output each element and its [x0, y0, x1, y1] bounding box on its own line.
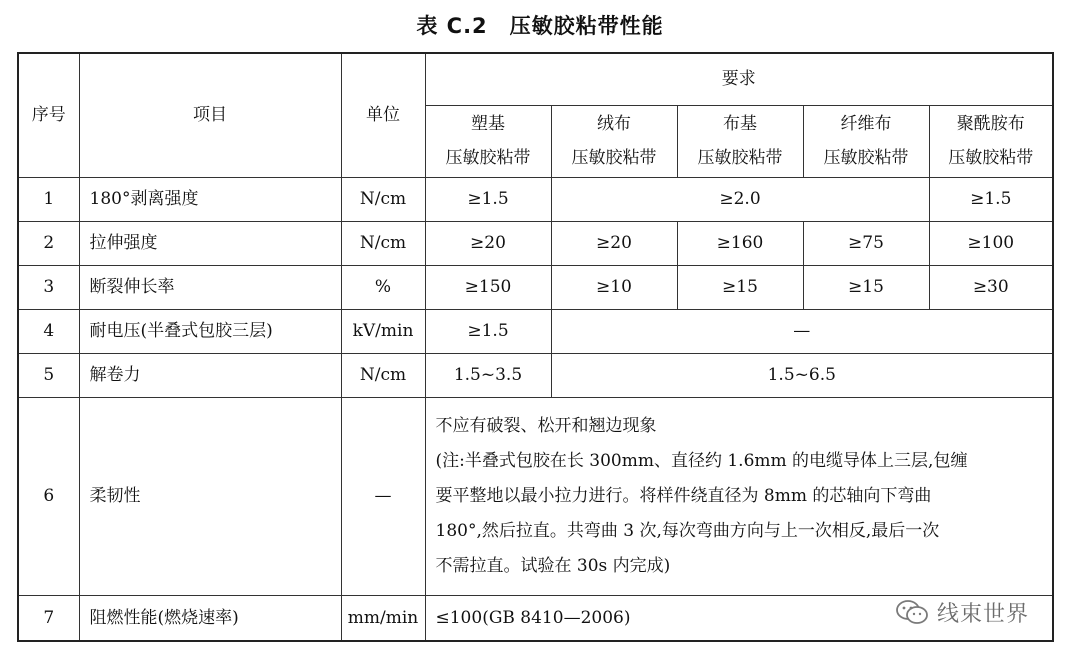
header-type-1: 塑基 压敏胶粘带	[425, 105, 551, 177]
header-type-2: 绒布 压敏胶粘带	[551, 105, 677, 177]
row-no: 2	[18, 221, 79, 265]
row-value: ≥75	[803, 221, 929, 265]
row-item: 拉伸强度	[79, 221, 341, 265]
row-item: 耐电压(半叠式包胶三层)	[79, 309, 341, 353]
description-line: 要平整地以最小拉力进行。将样件绕直径为 8mm 的芯轴向下弯曲	[435, 485, 932, 506]
row-value: ≤100(GB 8410—2006)	[425, 595, 1053, 641]
table-row	[18, 221, 1053, 265]
row-no: 5	[18, 353, 79, 397]
watermark-text: 线束世界	[937, 601, 1030, 627]
row-value: ≥30	[929, 265, 1053, 309]
header-row	[18, 53, 1053, 105]
row-unit: mm/min	[341, 595, 425, 641]
header-no: 序号	[18, 53, 79, 177]
description-line: 不需拉直。试验在 30s 内完成)	[435, 555, 671, 576]
row-item: 阻燃性能(燃烧速率)	[79, 595, 341, 641]
header-item: 项目	[79, 53, 341, 177]
table-row	[18, 177, 1053, 221]
row-value: ≥20	[425, 221, 551, 265]
flexibility-description	[425, 397, 1053, 595]
row-unit: N/cm	[341, 221, 425, 265]
row-unit: —	[341, 397, 425, 595]
wechat-icon	[895, 599, 929, 625]
description-line: 180°,然后拉直。共弯曲 3 次,每次弯曲方向与上一次相反,最后一次	[435, 520, 940, 541]
table-title-prefix: 表 C.2	[416, 14, 488, 38]
description-line: (注:半叠式包胶在长 300mm、直径约 1.6mm 的电缆导体上三层,包缠	[435, 450, 968, 471]
row-item: 180°剥离强度	[79, 177, 341, 221]
header-type-4: 纤维布 压敏胶粘带	[803, 105, 929, 177]
row-value: ≥1.5	[929, 177, 1053, 221]
row-value: ≥160	[677, 221, 803, 265]
header-requirement: 要求	[425, 53, 1053, 105]
row-item: 解卷力	[79, 353, 341, 397]
row-unit: kV/min	[341, 309, 425, 353]
row-value: ≥15	[677, 265, 803, 309]
row-item: 断裂伸长率	[79, 265, 341, 309]
row-value: ≥150	[425, 265, 551, 309]
watermark	[895, 592, 1060, 632]
row-value: ≥15	[803, 265, 929, 309]
table-row	[18, 265, 1053, 309]
row-value: ≥10	[551, 265, 677, 309]
row-value: 1.5~3.5	[425, 353, 551, 397]
row-no: 1	[18, 177, 79, 221]
table-row	[18, 309, 1053, 353]
header-type-5: 聚酰胺布 压敏胶粘带	[929, 105, 1053, 177]
row-value: —	[551, 309, 1053, 353]
row-value: ≥2.0	[551, 177, 929, 221]
row-value: ≥20	[551, 221, 677, 265]
header-type-3: 布基 压敏胶粘带	[677, 105, 803, 177]
row-unit: N/cm	[341, 177, 425, 221]
row-value: ≥1.5	[425, 309, 551, 353]
table-title	[0, 10, 1080, 40]
row-item: 柔韧性	[79, 397, 341, 595]
row-no: 7	[18, 595, 79, 641]
spec-table	[17, 52, 1054, 642]
row-no: 6	[18, 397, 79, 595]
header-unit: 单位	[341, 53, 425, 177]
row-no: 3	[18, 265, 79, 309]
table-row	[18, 397, 1053, 595]
row-unit: N/cm	[341, 353, 425, 397]
row-value: ≥100	[929, 221, 1053, 265]
row-unit: %	[341, 265, 425, 309]
row-no: 4	[18, 309, 79, 353]
row-value: ≥1.5	[425, 177, 551, 221]
row-value: 1.5~6.5	[551, 353, 1053, 397]
table-title-text: 压敏胶粘带性能	[509, 14, 664, 38]
description-line: 不应有破裂、松开和翘边现象	[435, 415, 657, 436]
table-row	[18, 353, 1053, 397]
